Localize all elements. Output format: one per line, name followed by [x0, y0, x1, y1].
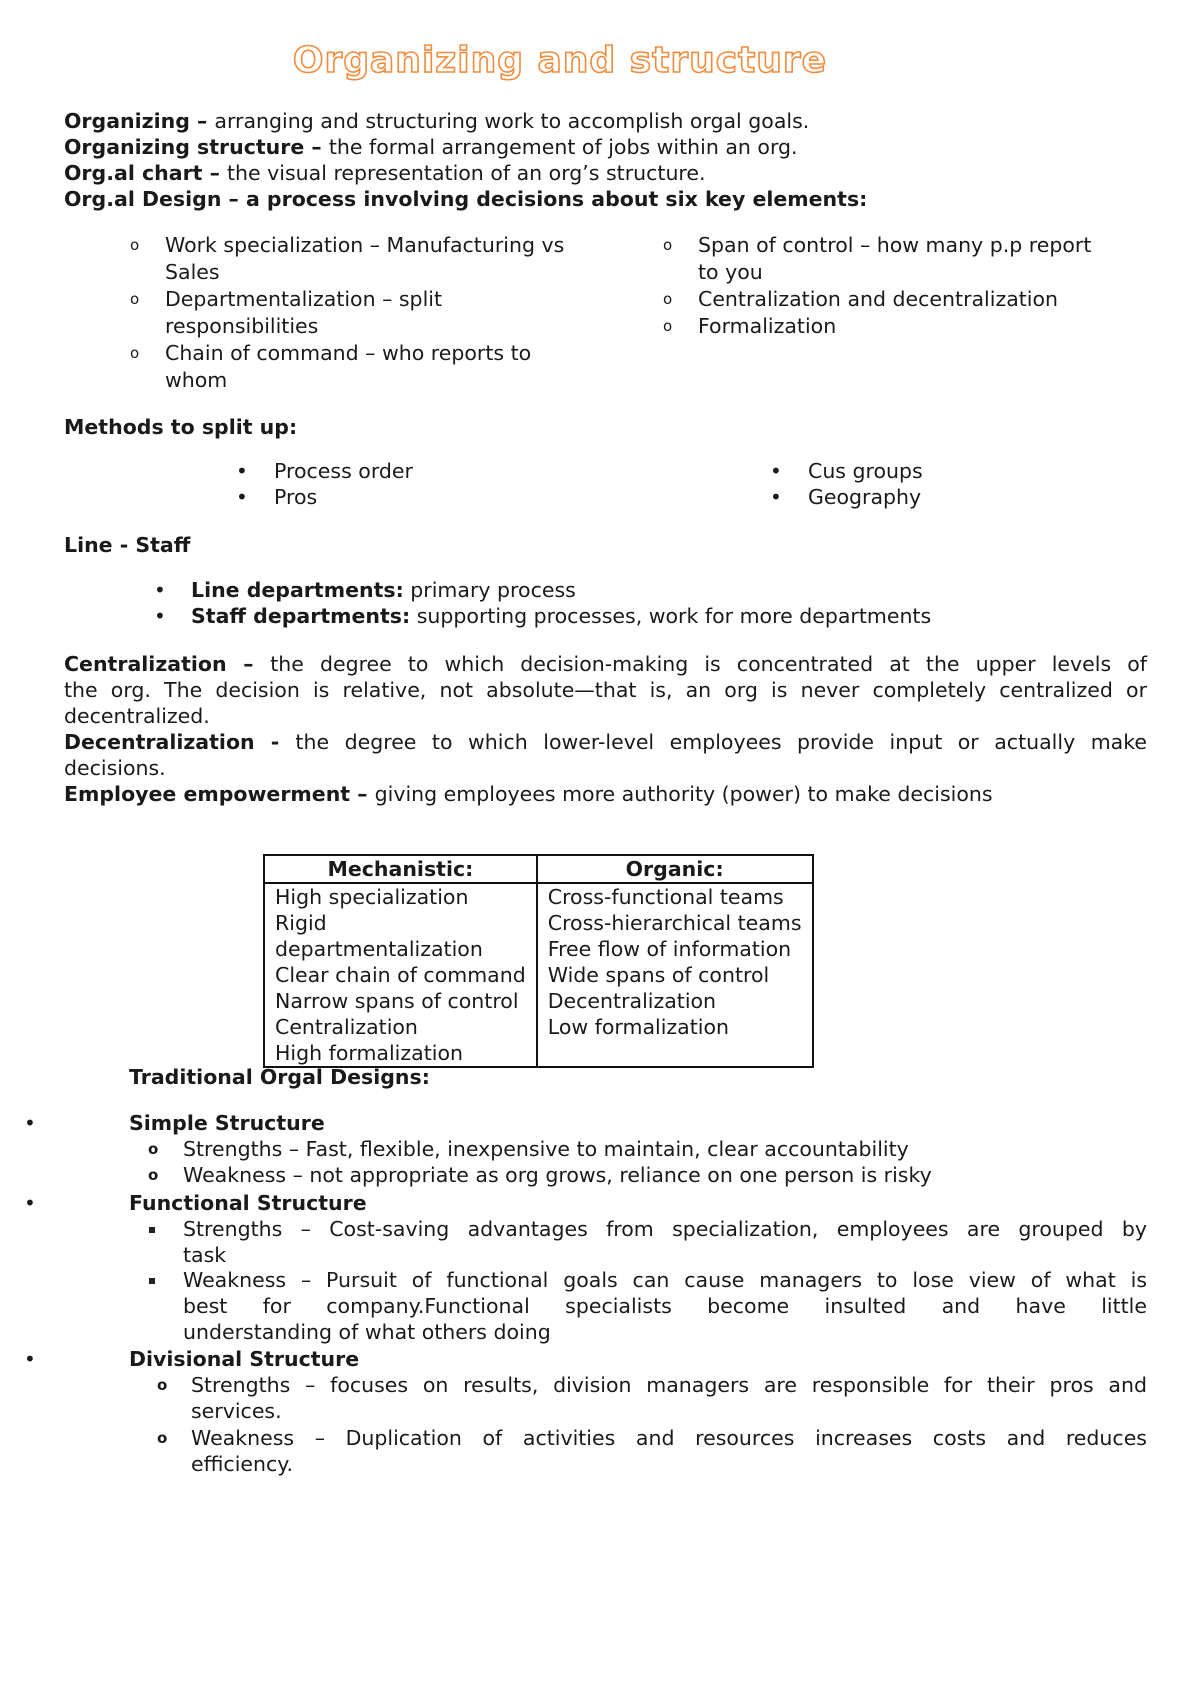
organic-column [537, 883, 813, 1067]
page-title: Organizing and structure [292, 40, 828, 81]
empowerment-paragraph: Employee empowerment – giving employees more authority (power) to make decisions [64, 782, 993, 806]
definition-text: arranging and structuring work to accomplish orgal goals. [214, 109, 810, 133]
circle-bullet-icon: o [157, 1376, 168, 1394]
list-item: Formalization [698, 314, 837, 338]
list-item: Strengths – focuses on results, division managers are responsible for their pros and services. [191, 1373, 1147, 1423]
square-bullet-icon [149, 1278, 155, 1284]
mechanistic-organic-table [263, 854, 814, 1068]
bullet-icon: • [24, 1347, 36, 1371]
bullet-icon: • [770, 485, 782, 509]
circle-bullet-icon: o [157, 1429, 168, 1447]
table-cell: Cross-hierarchical teams [547, 911, 802, 935]
key-elements-list [0, 232, 1200, 392]
definition-term: Organizing – [64, 109, 215, 133]
design-title-simple: Simple Structure [129, 1111, 325, 1135]
table-header-mechanistic: Mechanistic: [264, 855, 537, 883]
table-cell: Centralization [275, 1015, 418, 1039]
circle-bullet-icon: o [130, 344, 140, 362]
table-cell: High specialization [275, 885, 469, 909]
methods-list [0, 458, 1200, 518]
list-item: Line departments: primary process [191, 578, 576, 602]
square-bullet-icon [149, 1227, 155, 1233]
methods-heading: Methods to split up: [64, 415, 298, 439]
line-staff-heading: Line - Staff [64, 533, 191, 557]
circle-bullet-icon: o [148, 1140, 159, 1158]
definition-organizing [64, 108, 1164, 134]
definition-term: Org.al chart – [64, 161, 228, 185]
table-cell: Cross-functional teams [547, 885, 784, 909]
table-cell: High formalization [275, 1041, 463, 1065]
circle-bullet-icon: o [663, 290, 673, 308]
table-cell: Rigid [275, 911, 327, 935]
list-item: Weakness – Duplication of activities and resources increases costs and reduces efficiency. [191, 1426, 1147, 1476]
list-item: Weakness – Pursuit of functional goals can cause managers to lose view of what is best for company.Functional specialists become insulted and have little understanding of what others doing [183, 1268, 1147, 1344]
line-staff-list [0, 577, 1200, 637]
table-header-organic: Organic: [537, 855, 813, 883]
circle-bullet-icon: o [130, 236, 140, 254]
circle-bullet-icon: o [663, 317, 673, 335]
list-item: Strengths – Cost-saving advantages from specialization, employees are grouped by task [183, 1217, 1147, 1267]
circle-bullet-icon: o [663, 236, 673, 254]
circle-bullet-icon: o [148, 1166, 159, 1184]
design-title-divisional: Divisional Structure [129, 1347, 360, 1371]
definition-text: the visual representation of an org’s structure. [227, 161, 706, 185]
table-cell: Low formalization [547, 1015, 729, 1039]
centralization-paragraph: Centralization – the degree to which decision-making is concentrated at the upper levels of the org. The decision is relative, not absolute—that is, an org is never completely centralized or decentralized. [64, 652, 1147, 728]
table-cell: departmentalization [275, 937, 483, 961]
circle-bullet-icon: o [130, 290, 140, 308]
list-item: Staff departments: supporting processes, work for more departments [191, 604, 932, 628]
list-item: Geography [808, 485, 922, 509]
list-item: Cus groups [808, 459, 923, 483]
decentralization-paragraph: Decentralization - the degree to which lower-level employees provide input or actually make decisions. [64, 730, 1147, 780]
bullet-icon: • [770, 459, 782, 483]
definition-term: Organizing structure – [64, 135, 329, 159]
list-item: Strengths – Fast, flexible, inexpensive to maintain, clear accountability [183, 1137, 909, 1161]
list-item: Departmentalization – split responsibilities [165, 287, 443, 338]
list-item: Centralization and decentralization [698, 287, 1059, 311]
bullet-icon: • [154, 578, 166, 602]
bullet-icon: • [24, 1111, 36, 1135]
definition-term: Org.al Design – a process involving decisions about six key elements: [64, 187, 868, 211]
list-item: Work specialization – Manufacturing vs Sales [165, 233, 565, 284]
list-item: Span of control – how many p.p report to you [698, 233, 1092, 284]
bullet-icon: • [236, 485, 248, 509]
list-item: Pros [274, 485, 318, 509]
table-cell: Clear chain of command [275, 963, 526, 987]
definition-org-chart [64, 160, 1164, 186]
design-title-functional: Functional Structure [129, 1191, 367, 1215]
mechanistic-column [264, 883, 537, 1067]
list-item: Process order [274, 459, 413, 483]
list-item: Weakness – not appropriate as org grows, reliance on one person is risky [183, 1163, 932, 1187]
definition-organizing-structure [64, 134, 1164, 160]
table-cell: Free flow of information [547, 937, 792, 961]
definition-org-design [64, 186, 1164, 212]
traditional-heading: Traditional Orgal Designs: [129, 1065, 430, 1089]
table-cell: Decentralization [547, 989, 717, 1013]
table-cell: Narrow spans of control [275, 989, 519, 1013]
definition-text: the formal arrangement of jobs within an org. [328, 135, 798, 159]
bullet-icon: • [154, 604, 166, 628]
bullet-icon: • [236, 459, 248, 483]
list-item: Chain of command – who reports to whom [165, 341, 532, 392]
table-cell: Wide spans of control [547, 963, 770, 987]
bullet-icon: • [24, 1191, 36, 1215]
traditional-designs-list [0, 1110, 1200, 1490]
